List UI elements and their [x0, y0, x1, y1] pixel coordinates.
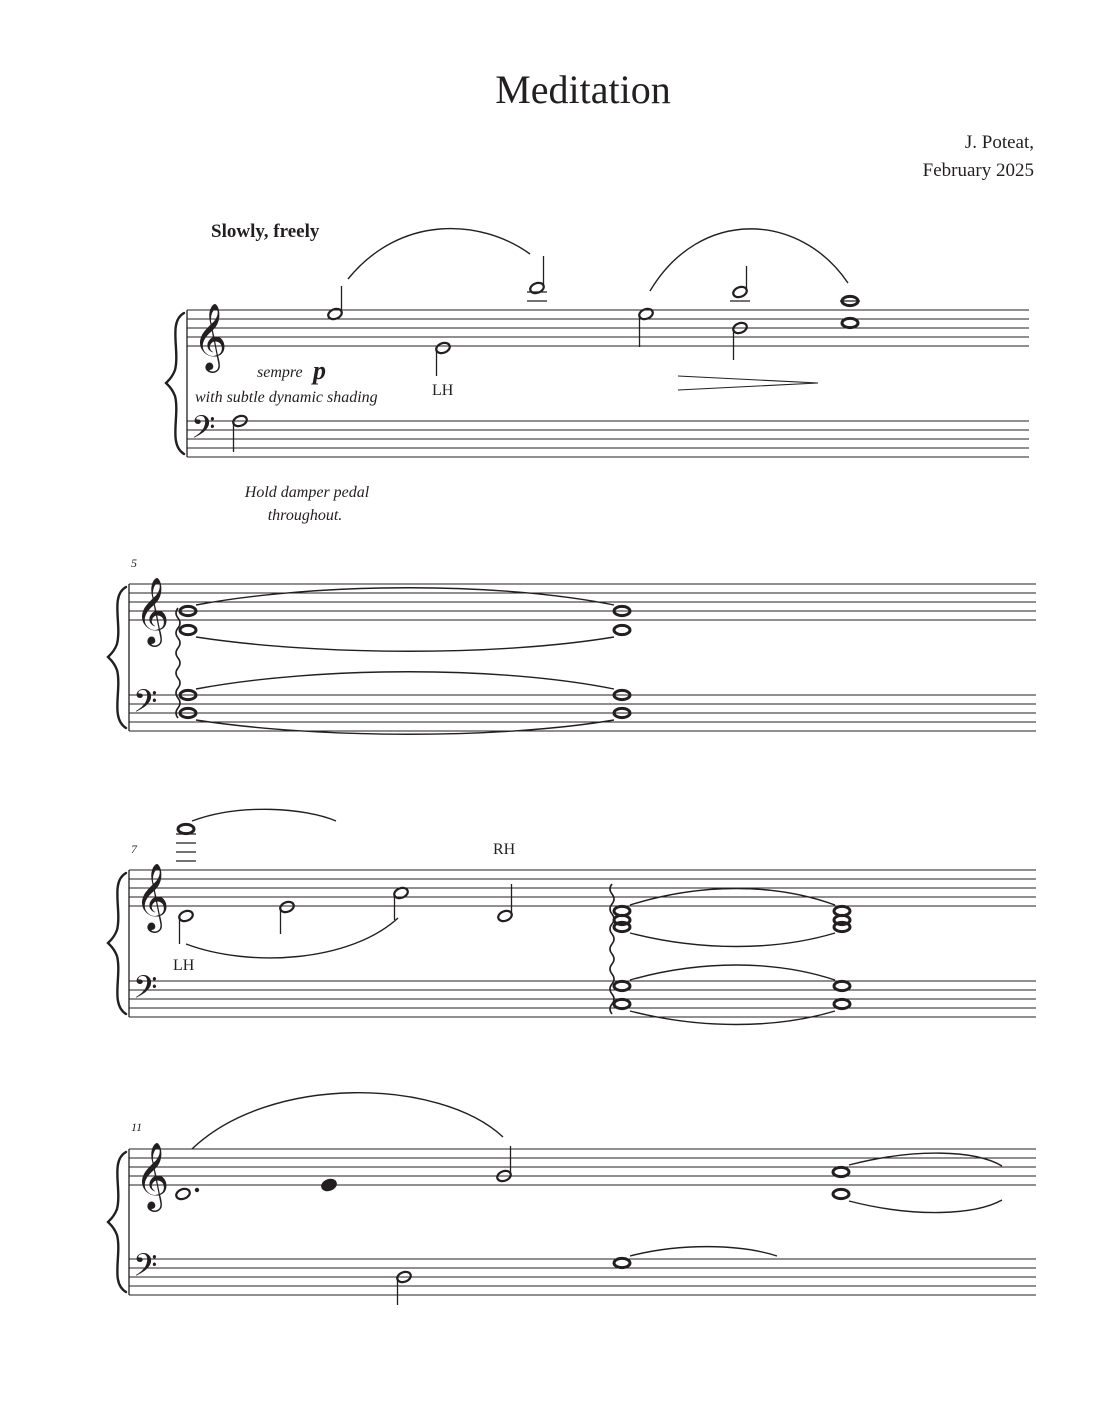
bass-staff [129, 981, 1036, 1017]
chord [614, 906, 630, 931]
dynamic-instruction: with subtle dynamic shading [195, 389, 378, 406]
treble-clef-icon: 𝄞 [193, 302, 228, 370]
measure-number: 5 [131, 556, 137, 570]
tie [196, 637, 614, 651]
arpeggio-icon [176, 608, 180, 718]
note [279, 900, 295, 934]
treble-staff [129, 870, 1036, 906]
note [527, 256, 547, 301]
hand-indication: LH [173, 957, 195, 974]
bass-clef-icon: 𝄢 [191, 409, 216, 453]
chord [833, 1167, 849, 1198]
bass-staff [129, 695, 1036, 731]
decrescendo-hairpin [678, 376, 818, 390]
bass-clef-icon: 𝄢 [133, 683, 158, 727]
measure-number: 7 [131, 842, 137, 856]
note [638, 307, 654, 347]
treble-clef-icon: 𝄞 [135, 862, 170, 930]
system-3 [108, 809, 1036, 1024]
hand-indication: RH [493, 841, 516, 858]
note [496, 1146, 512, 1183]
note [396, 1270, 412, 1305]
note [327, 286, 343, 321]
bass-staff [187, 421, 1029, 457]
slur [650, 229, 848, 291]
note [393, 886, 409, 920]
bass-clef-icon: 𝄢 [133, 1247, 158, 1291]
chord [614, 1258, 630, 1267]
composer-name: J. Poteat, [964, 132, 1034, 153]
tie [849, 1200, 1002, 1213]
note [732, 321, 748, 360]
composition-date: February 2025 [922, 160, 1034, 181]
tie [630, 933, 835, 947]
chord [834, 906, 850, 931]
measure-number: 11 [131, 1120, 143, 1134]
pedal-instruction-line1: Hold damper pedal [244, 484, 370, 501]
arpeggio-icon [610, 884, 614, 1014]
brace-icon [108, 873, 126, 1014]
note [321, 1178, 337, 1192]
system-4 [108, 1093, 1036, 1305]
tie [630, 965, 835, 980]
tie [849, 1153, 1002, 1166]
treble-staff [129, 584, 1036, 620]
note [175, 1187, 199, 1201]
note [232, 414, 248, 452]
hand-indication: LH [432, 382, 454, 399]
dynamic-mark: p [313, 356, 326, 385]
tie [630, 1247, 777, 1256]
chord [176, 824, 196, 861]
bass-clef-icon: 𝄢 [133, 969, 158, 1013]
chord [834, 981, 850, 1008]
page-title: Meditation [495, 67, 671, 112]
chord [614, 981, 630, 1008]
treble-staff [129, 1149, 1036, 1185]
dynamic-prefix: sempre [257, 364, 303, 381]
system-2 [108, 556, 1036, 734]
treble-clef-icon: 𝄞 [135, 576, 170, 644]
tie [196, 672, 614, 689]
treble-clef-icon: 𝄞 [135, 1141, 170, 1209]
slur [192, 1093, 503, 1149]
note [178, 909, 194, 944]
slur [186, 918, 398, 958]
bass-staff [129, 1259, 1036, 1295]
brace-icon [108, 587, 126, 728]
pedal-instruction-line2: throughout. [267, 507, 343, 524]
treble-staff [187, 310, 1029, 346]
tempo-marking: Slowly, freely [211, 221, 320, 242]
slur [192, 809, 336, 821]
tie [630, 1011, 835, 1025]
brace-icon [108, 1152, 126, 1292]
slur [348, 229, 530, 279]
system-1 [166, 229, 1029, 524]
note [497, 884, 513, 923]
note [730, 266, 750, 301]
chord [840, 296, 860, 327]
brace-icon [166, 313, 184, 454]
